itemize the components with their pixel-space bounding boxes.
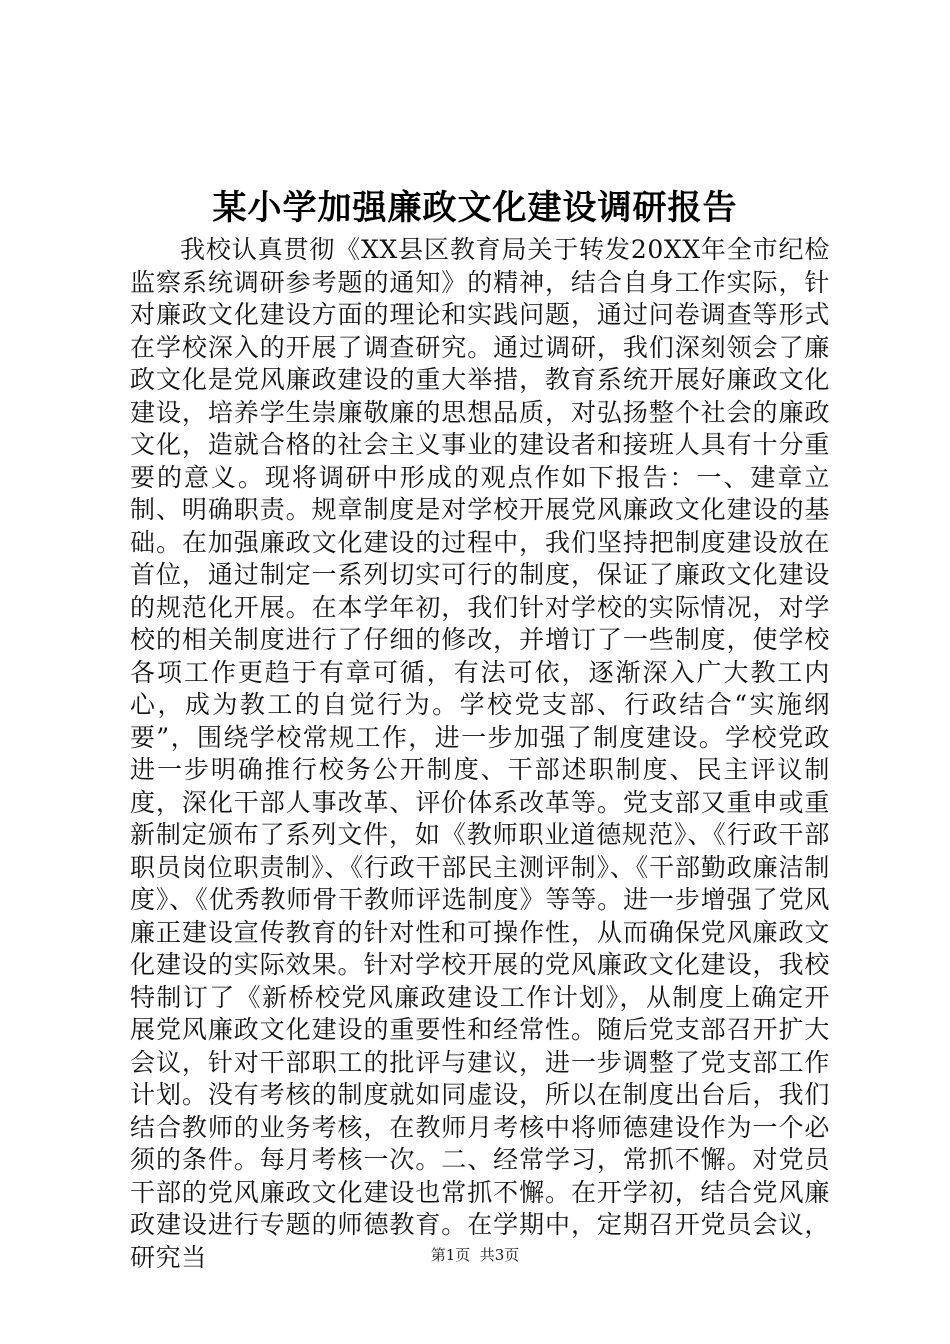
page-footer xyxy=(0,1245,950,1265)
page-number-label: 第1页 共3页 xyxy=(430,1246,520,1264)
document-title: 某小学加强廉政文化建设调研报告 xyxy=(212,188,738,228)
document-body-paragraph: 我校认真贯彻《XX县区教育局关于转发20XX年全市纪检监察系统调研参考题的通知》的精神，结合自身工作实际，针对廉政文化建设方面的理论和实践问题，通过问卷调查等形式在学校深入的开展了调查研究。通过调研，我们深刻领会了廉政文化是党风廉政建设的重大举措，教育系统开展好廉政文化建设，培养学生崇廉敬廉的思想品质，对弘扬整个社会的廉政文化，造就合格的社会主义事业的建设者和接班人具有十分重要的意义。现将调研中形成的观点作如下报告：一、建章立制、明确职责。规章制度是对学校开展党风廉政文化建设的基础。在加强廉政文化建设的过程中，我们坚持把制度建设放在首位，通过制定一系列切实可行的制度，保证了廉政文化建设的规范化开展。在本学年初，我们针对学校的实际情况，对学校的相关制度进行了仔细的修改，并增订了一些制度，使学校各项工作更趋于有章可循，有法可依，逐渐深入广大教工内心，成为教工的自觉行为。学校党支部、行政结合“实施纲要”，围绕学校常规工作，进一步加强了制度建设。学校党政进一步明确推行校务公开制度、干部述职制度、民主评议制度，深化干部人事改革、评价体系改革等。党支部又重申或重新制定颁布了系列文件，如《教师职业道德规范》、《行政干部职员岗位职责制》、《行政干部民主测评制》、《干部勤政廉洁制度》、《优秀教师骨干教师评选制度》等等。进一步增强了党风廉正建设宣传教育的针对性和可操作性，从而确保党风廉政文化建设的实际效果。针对学校开展的党风廉政文化建设，我校特制订了《新桥校党风廉政建设工作计划》，从制度上确定开展党风廉政文化建设的重要性和经常性。随后党支部召开扩大会议，针对干部职工的批评与建议，进一步调整了党支部工作计划。没有考核的制度就如同虚设，所以在制度出台后，我们结合教师的业务考核，在教师月考核中将师德建设作为一个必须的条件。每月考核一次。二、经常学习，常抓不懈。对党员干部的党风廉政文化建设也常抓不懈。在开学初，结合党风廉政建设进行专题的师德教育。在学期中，定期召开党员会议，研究当 xyxy=(130,235,830,1272)
